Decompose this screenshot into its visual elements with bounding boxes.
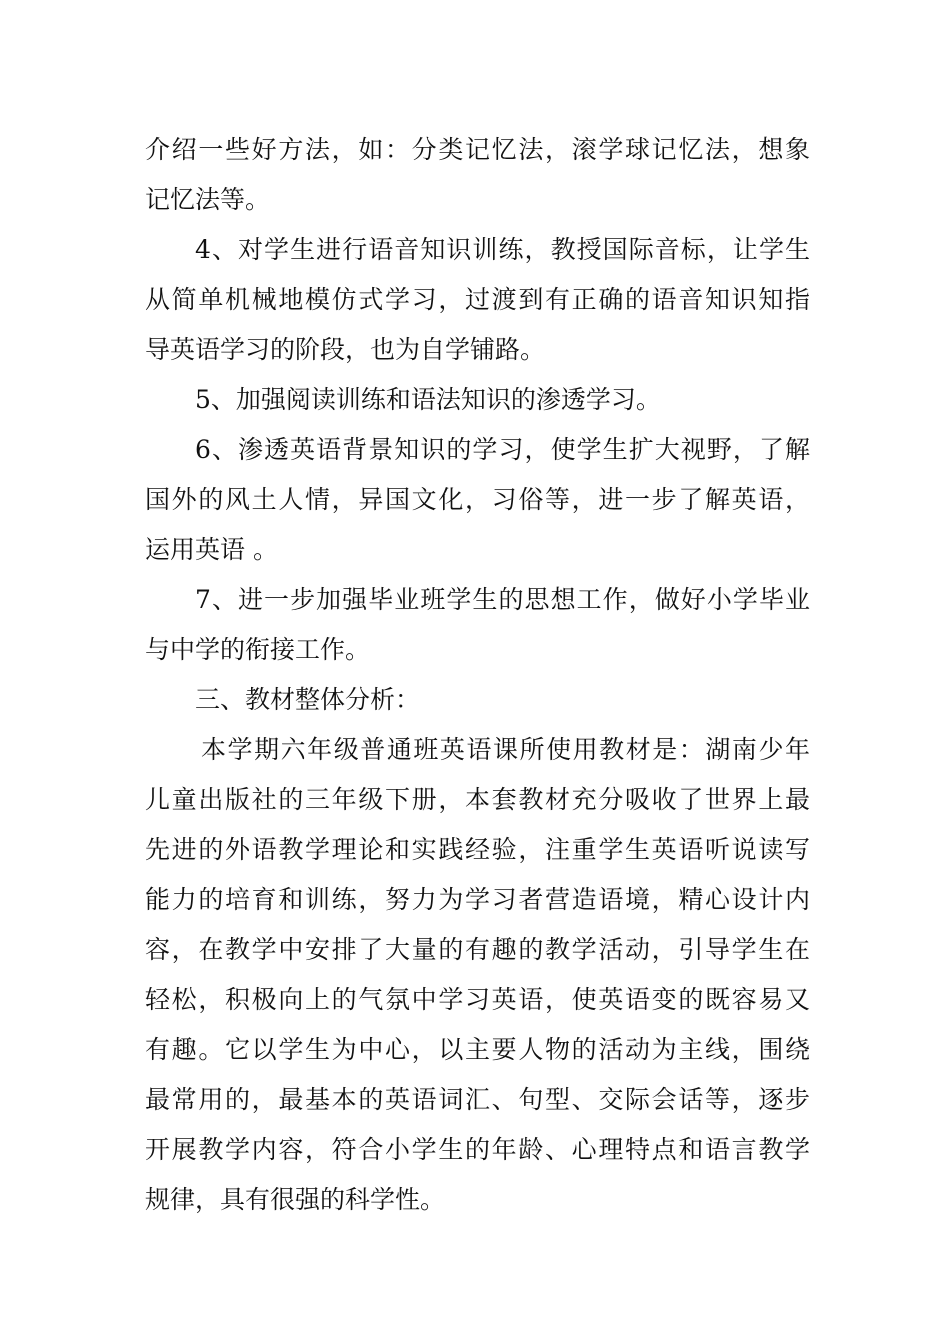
text-line: 规律，具有很强的科学性。 [145,1185,446,1214]
text-line: 从简单机械地模仿式学习，过渡到有正确的语音知识知指 [145,285,810,314]
text-line: 4、对学生进行语音知识训练，教授国际音标，让学生 [195,235,810,264]
text-line: 7、进一步加强毕业班学生的思想工作，做好小学毕业 [195,585,810,614]
text-line: 本学期六年级普通班英语课所使用教材是：湖南少年 [201,735,810,764]
text-line: 容，在教学中安排了大量的有趣的教学活动，引导学生在 [145,935,810,964]
text-line: 儿童出版社的三年级下册，本套教材充分吸收了世界上最 [145,785,810,814]
text-line: 6、渗透英语背景知识的学习，使学生扩大视野，了解 [195,435,810,464]
text-line: 轻松，积极向上的气氛中学习英语，使英语变的既容易又 [145,985,810,1014]
document-body [145,125,810,1225]
text-line: 有趣。它以学生为中心，以主要人物的活动为主线，围绕 [145,1035,810,1064]
text-line: 5、加强阅读训练和语法知识的渗透学习。 [195,385,661,414]
text-line: 最常用的，最基本的英语词汇、句型、交际会话等，逐步 [145,1085,810,1114]
section-heading: 三、教材整体分析： [195,685,421,714]
text-line: 运用英语 。 [145,535,278,564]
text-line: 导英语学习的阶段，也为自学铺路。 [145,335,546,364]
text-line: 记忆法等。 [145,185,271,214]
text-line: 能力的培育和训练，努力为学习者营造语境，精心设计内 [145,885,810,914]
text-line: 介绍一些好方法，如：分类记忆法，滚学球记忆法，想象 [145,135,810,164]
text-line: 与中学的衔接工作。 [145,635,371,664]
text-line: 先进的外语教学理论和实践经验，注重学生英语听说读写 [145,835,810,864]
text-line: 开展教学内容，符合小学生的年龄、心理特点和语言教学 [145,1135,810,1164]
text-line: 国外的风土人情，异国文化，习俗等，进一步了解英语， [145,485,810,514]
